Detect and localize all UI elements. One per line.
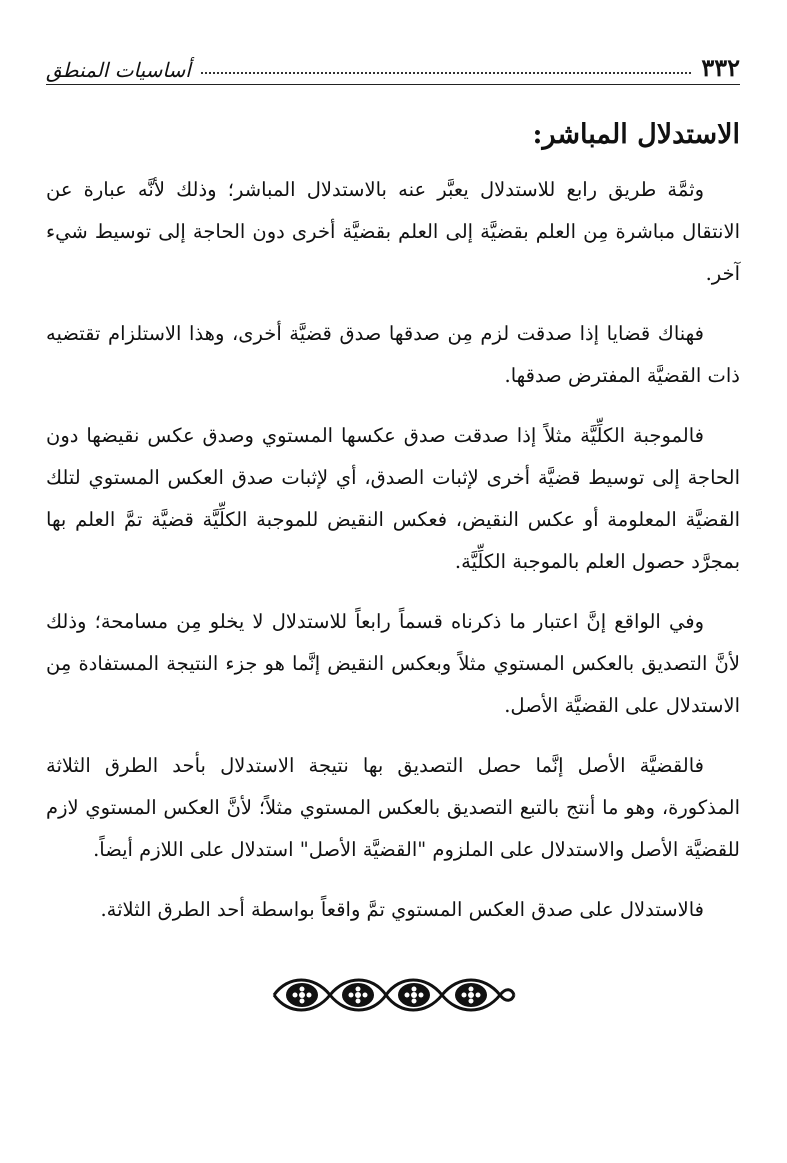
paragraph-1: وثمَّة طريق رابع للاستدلال يعبَّر عنه بالاستدلال المباشر؛ وذلك لأنَّه عبارة عن الانتقال مباشرة مِن العلم بقضيَّة إلى العلم بقضيَّة أخرى دون الحاجة إلى توسيط شيء آخر. <box>46 178 740 286</box>
paragraph-6: فالاستدلال على صدق العكس المستوي تمَّ واقعاً بواسطة أحد الطرق الثلاثة. <box>100 898 704 922</box>
page-number: ٣٣٢ <box>701 53 740 82</box>
paragraph-3: فالموجبة الكلِّيَّة مثلاً إذا صدقت صدق عكسها المستوي وصدق عكس نقيضها دون الحاجة إلى توسيط قضيَّة أخرى لإثبات الصدق، أي لإثبات صدق العكس المستوي لتلك القضيَّة المعلومة أو عكس النقيض، فعكس النقيض للموجبة الكلِّيَّة قضيَّة تمَّ العلم بها بمجرَّد حصول العلم بالموجبة الكلِّيَّة. <box>46 424 740 574</box>
running-header <box>46 40 740 85</box>
paragraph-2: فهناك قضايا إذا صدقت لزم مِن صدقها صدق قضيَّة أخرى، وهذا الاستلزام تقتضيه ذات القضيَّة المفترض صدقها. <box>46 322 740 388</box>
section-title: الاستدلال المباشر: <box>532 119 740 150</box>
decorative-divider-icon <box>268 971 518 1019</box>
book-title: أساسيات المنطق <box>46 58 191 82</box>
paragraph-4: وفي الواقع إنَّ اعتبار ما ذكرناه قسماً رابعاً للاستدلال لا يخلو مِن مسامحة؛ وذلك لأنَّ التصديق بالعكس المستوي مثلاً وبعكس النقيض إنَّما هو جزء النتيجة المستفادة مِن الاستدلال على القضيَّة الأصل. <box>46 610 740 718</box>
book-page <box>46 40 740 1140</box>
header-dotted-leader <box>201 71 692 74</box>
paragraph-5: فالقضيَّة الأصل إنَّما حصل التصديق بها نتيجة الاستدلال بأحد الطرق الثلاثة المذكورة، وهو ما أنتج بالتبع التصديق بالعكس المستوي مثلاً؛ لأنَّ العكس المستوي لازم للقضيَّة الأصل والاستدلال على الملزوم "القضيَّة الأصل" استدلال على اللازم أيضاً. <box>46 754 740 862</box>
